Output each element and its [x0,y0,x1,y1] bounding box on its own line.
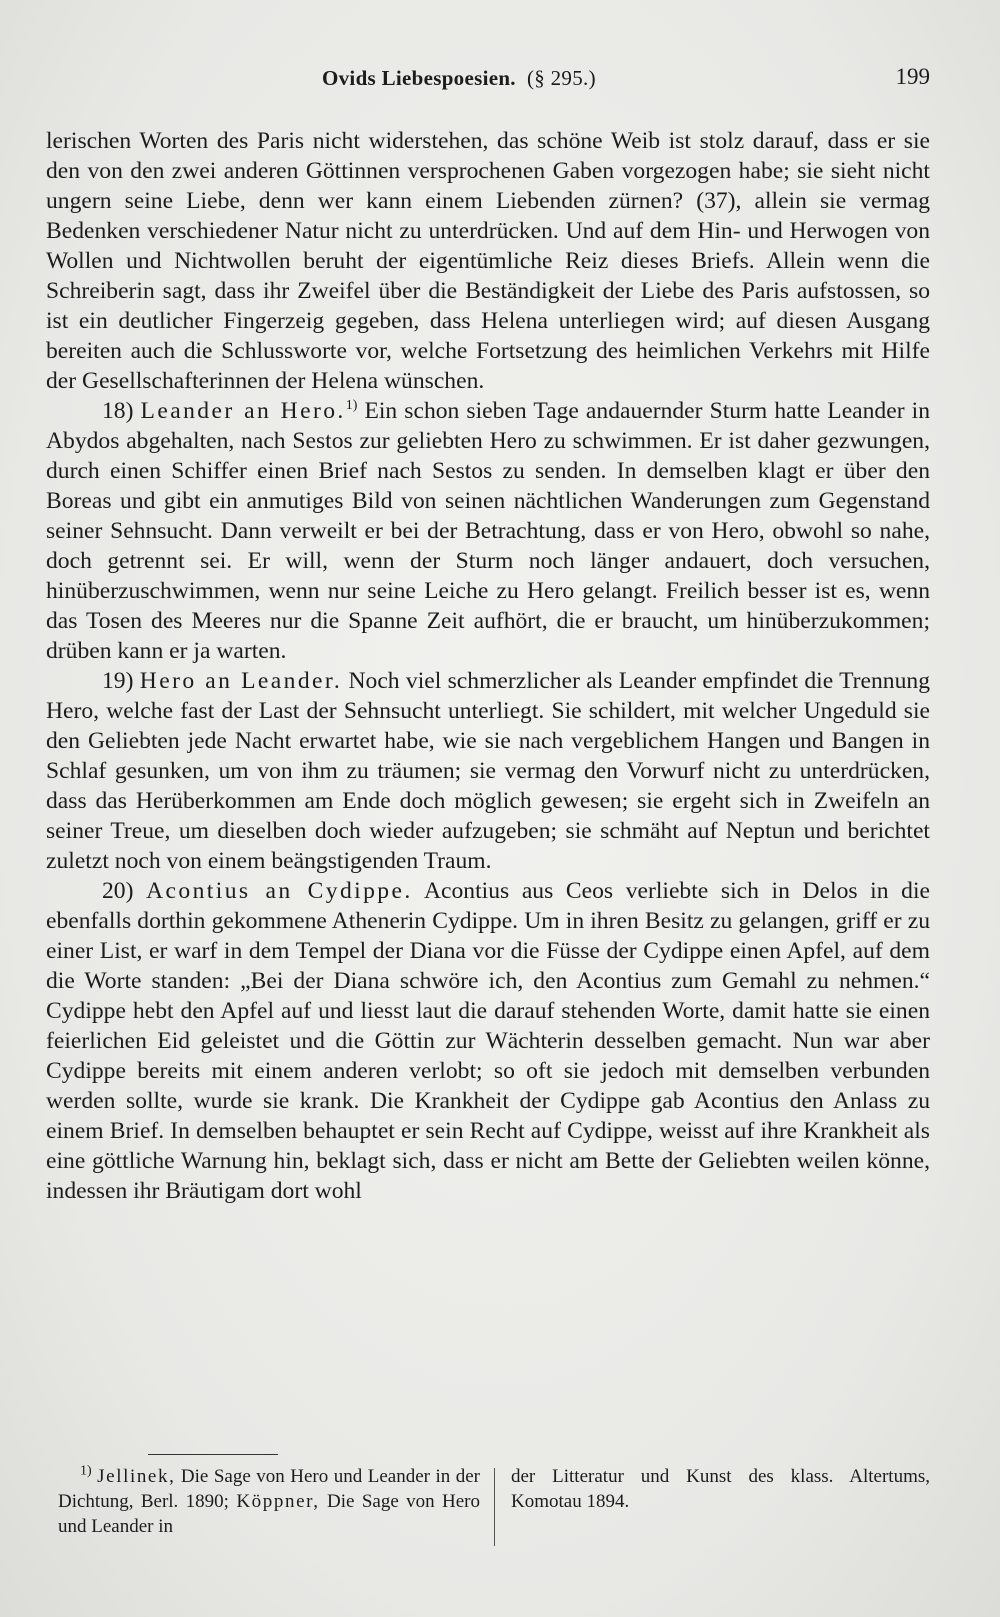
footnote-text: Die Sage von Hero und Leander in der Dichtung, Berl. 1890; [58,1466,480,1512]
paragraph-text: Ein schon sieben Tage andauernder Sturm hatte Leander in Abydos abgehalten, nach Sestos zur geliebten Hero zu schwimmen. Er ist daher gezwungen, durch einen Schiffer einen Brief nach Sestos zu senden. In demselben klagt er über den Boreas und gibt ein anmutiges Bild von seinen nächtlichen Wanderungen zum Gegenstand seiner Sehnsucht. Dann verweilt er bei der Betrachtung, dass er von Hero, obwohl so nahe, doch getrennt sei. Er will, wenn der Sturm noch länger andauert, doch versuchen, hinüberzuschwimmen, wenn nur seine Leiche zu Hero gelangt. Freilich besser ist es, wenn das Tosen des Meeres nur die Spanne Zeit aufhört, die er braucht, um hinüberzukommen; drüben kann er ja warten. [46,398,930,664]
item-number: 18) [102,398,134,424]
footnote-left-column [58,1464,494,1546]
paragraph-18 [46,396,930,666]
item-title: Hero an Leander. [139,668,343,694]
paragraph-19 [46,666,930,876]
page-number: 199 [895,64,930,89]
chapter-title: Ovids Liebespoesien. [322,66,516,90]
item-number: 19) [102,668,134,694]
paragraph-continuation: lerischen Worten des Paris nicht widerstehen, das schöne Weib ist stolz darauf, dass er sie den von den zwei anderen Göttinnen versprochenen Gaben vorgezogen habe; sie sieht nicht ungern seine Liebe, denn wer kann einem Liebenden zürnen? (37), allein sie vermag Bedenken verschiedener Natur nicht zu unterdrücken. Und auf dem Hin- und Herwogen von Wollen und Nichtwollen beruht der eigentümliche Reiz dieses Briefs. Allein wenn die Schreiberin sagt, dass ihr Zweifel über die Beständigkeit der Liebe des Paris aufstossen, so ist ein deutlicher Fingerzeig gegeben, dass Helena unterliegen wird; auf diesen Ausgang bereiten auch die Schlussworte vor, welche Fortsetzung des heimlichen Verkehrs mit Hilfe der Gesellschafterinnen der Helena wünschen. [46,128,930,394]
running-head [46,60,930,100]
item-title: Acontius an Cydippe. [146,878,413,904]
footnote-rule [148,1454,278,1455]
footnote-marker: 1) [80,1463,92,1479]
footnote-ref: 1) [345,398,358,414]
footnotes [58,1464,930,1546]
paragraph-text: Acontius aus Ceos verliebte sich in Delos in die ebenfalls dorthin gekommene Athenerin Cydippe. Um in ihren Besitz zu gelangen, griff er zu einer List, er warf in dem Tempel der Diana vor die Füsse der Cydippe einen Apfel, auf dem die Worte standen: „Bei der Diana schwöre ich, den Acontius zum Gemahl zu nehmen.“ Cydippe hebt den Apfel auf und liesst laut die darauf stehenden Worte, damit hatte sie einen feierlichen Eid geleistet und die Göttin zur Wächterin desselben gemacht. Nun war aber Cydippe bereits mit einem anderen verlobt; so oft sie jedoch mit demselben verbunden werden sollte, wurde sie krank. Die Krankheit der Cydippe gab Acontius den Anlass zu einem Brief. In demselben behauptet er sein Recht auf Cydippe, weisst auf ihre Krankheit als eine göttliche Warnung hin, beklagt sich, dass er nicht am Bette der Geliebten weilen könne, indessen ihr Bräutigam dort wohl [46,878,930,1204]
item-title: Leander an Hero. [140,398,346,424]
paragraph-20 [46,876,930,1206]
paragraph-text: Noch viel schmerzlicher als Leander empfindet die Trennung Hero, welche fast der Last der Sehnsucht unterliegt. Sie schildert, mit welcher Ungeduld sie den Geliebten jede Nacht erwartet habe, wie sie nach vergeblichem Hangen und Bangen in Schlaf gesunken, um von ihm zu träumen; sie vermag den Vorwurf nicht zu unterdrücken, dass das Herüberkommen am Ende doch möglich gewesen; sie ergeht sich in Zweifeln an seiner Treue, um dieselben doch wieder aufzugeben; sie schmäht auf Neptun und berichtet zuletzt noch von einem beängstigenden Traum. [46,668,930,874]
footnote-author: Jellinek, [97,1466,176,1487]
footnote-author: Köppner, [236,1491,320,1512]
footnote-right-column: der Litteratur und Kunst des klass. Altertums, Komotau 1894. [511,1466,930,1512]
body-text [46,126,930,1206]
footnote-text: Die Sage von Hero und Leander in [58,1491,480,1537]
item-number: 20) [102,878,134,904]
running-title [322,66,596,91]
section-ref: (§ 295.) [526,66,596,90]
